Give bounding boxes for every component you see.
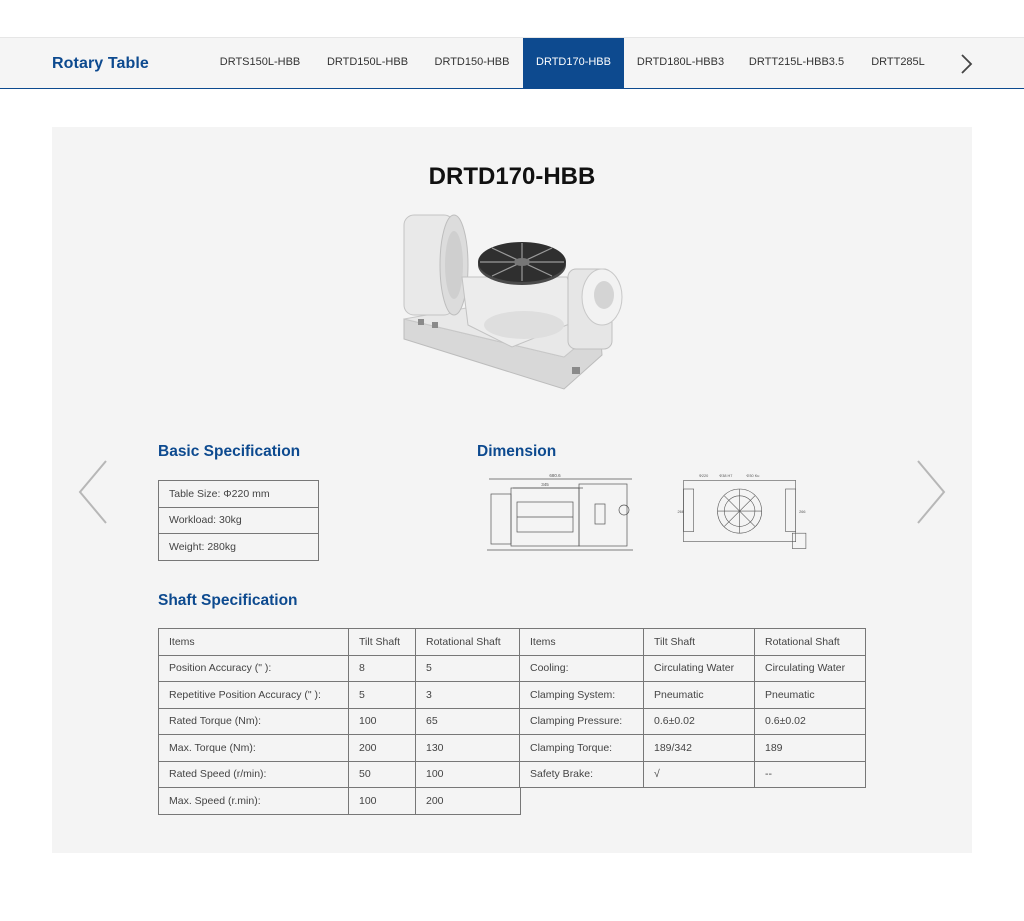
- tilt-value: 0.6±0.02: [644, 708, 755, 735]
- rotational-value: 130: [416, 735, 521, 762]
- item-label: Max. Torque (Nm):: [159, 735, 349, 762]
- table-row: [520, 708, 866, 735]
- dim-side-left: 266: [677, 509, 684, 514]
- tilt-value: 100: [349, 708, 416, 735]
- col-rotational-shaft: Rotational Shaft: [416, 629, 521, 656]
- product-detail-panel: [52, 127, 972, 853]
- product-title: DRTD170-HBB: [428, 163, 596, 190]
- tab-drtd150l-hbb[interactable]: DRTD150L-HBB: [326, 56, 409, 68]
- basic-spec-heading: Basic Specification: [158, 443, 301, 460]
- shaft-spec-heading: Shaft Specification: [158, 592, 298, 609]
- item-label: Cooling:: [520, 655, 644, 682]
- table-row: [159, 735, 521, 762]
- item-label: Max. Speed (r.min):: [159, 788, 349, 815]
- rotational-value: 0.6±0.02: [755, 708, 866, 735]
- table-header-row: [520, 629, 866, 656]
- tab-drtd170-hbb[interactable]: DRTD170-HBB: [523, 38, 624, 89]
- tilt-value: 100: [349, 788, 416, 815]
- rotational-value: 100: [416, 761, 521, 788]
- col-items: Items: [520, 629, 644, 656]
- tab-drts150l-hbb[interactable]: DRTS150L-HBB: [219, 56, 301, 68]
- tab-drtt215l-hbb3-5[interactable]: DRTT215L-HBB3.5: [748, 56, 845, 68]
- rotational-value: 200: [416, 788, 521, 815]
- item-label: Rated Torque (Nm):: [159, 708, 349, 735]
- rotary-table-product-image: [392, 207, 632, 407]
- table-row: [159, 761, 521, 788]
- col-tilt-shaft: Tilt Shaft: [349, 629, 416, 656]
- rotational-value: 3: [416, 682, 521, 709]
- shaft-spec-table-right: [519, 628, 866, 788]
- dim-side-label-1: Φ220: [698, 474, 709, 479]
- item-label: Repetitive Position Accuracy (" ):: [159, 682, 349, 709]
- brand-title[interactable]: Rotary Table: [52, 55, 149, 72]
- rotational-value: --: [755, 761, 866, 788]
- item-label: Safety Brake:: [520, 761, 644, 788]
- table-header-row: [159, 629, 521, 656]
- dim-front-top: 680.6: [549, 473, 561, 478]
- tilt-value: 200: [349, 735, 416, 762]
- next-product-arrow-icon[interactable]: [914, 457, 948, 527]
- table-row: [159, 655, 521, 682]
- front-dimension-drawing: [483, 472, 638, 557]
- item-label: Rated Speed (r/min):: [159, 761, 349, 788]
- tilt-value: √: [644, 761, 755, 788]
- table-row: [520, 682, 866, 709]
- dim-side-right: 266: [799, 509, 806, 514]
- col-rotational-shaft: Rotational Shaft: [755, 629, 866, 656]
- dim-side-label-3: Φ30 Ku: [746, 474, 760, 479]
- previous-product-arrow-icon[interactable]: [76, 457, 110, 527]
- dim-front-mid: 345: [541, 482, 549, 487]
- basic-spec-table: [158, 480, 319, 561]
- tilt-value: Circulating Water: [644, 655, 755, 682]
- dimension-heading: Dimension: [477, 443, 557, 460]
- table-row: [159, 481, 319, 508]
- table-row: [159, 507, 319, 534]
- table-row: [520, 735, 866, 762]
- tilt-value: Pneumatic: [644, 682, 755, 709]
- tilt-value: 8: [349, 655, 416, 682]
- tab-drtd150-hbb[interactable]: DRTD150-HBB: [434, 56, 510, 68]
- table-row: [520, 761, 866, 788]
- table-row: [159, 534, 319, 561]
- chevron-right-icon[interactable]: [955, 52, 977, 76]
- item-label: Clamping System:: [520, 682, 644, 709]
- dim-side-label-2: Φ38 H7: [719, 474, 733, 479]
- tilt-value: 5: [349, 682, 416, 709]
- tab-drtt285l[interactable]: DRTT285L: [871, 56, 925, 68]
- item-label: Clamping Torque:: [520, 735, 644, 762]
- rotational-value: 5: [416, 655, 521, 682]
- table-row: [520, 655, 866, 682]
- product-tabs: [206, 38, 940, 89]
- spec-weight: Weight: 280kg: [159, 534, 319, 561]
- col-tilt-shaft: Tilt Shaft: [644, 629, 755, 656]
- rotational-value: Circulating Water: [755, 655, 866, 682]
- spec-table-size: Table Size: Φ220 mm: [159, 481, 319, 508]
- spec-workload: Workload: 30kg: [159, 507, 319, 534]
- shaft-spec-table-left: [158, 628, 521, 815]
- item-label: Clamping Pressure:: [520, 708, 644, 735]
- table-row: [159, 708, 521, 735]
- item-label: Position Accuracy (" ):: [159, 655, 349, 682]
- rotational-value: 189: [755, 735, 866, 762]
- tilt-value: 189/342: [644, 735, 755, 762]
- col-items: Items: [159, 629, 349, 656]
- tab-drtd180l-hbb3[interactable]: DRTD180L-HBB3: [636, 56, 725, 68]
- tilt-value: 50: [349, 761, 416, 788]
- table-row: [159, 788, 521, 815]
- rotational-value: 65: [416, 708, 521, 735]
- side-dimension-drawing: [663, 472, 823, 557]
- rotational-value: Pneumatic: [755, 682, 866, 709]
- product-tab-bar: [0, 37, 1024, 89]
- table-row: [159, 682, 521, 709]
